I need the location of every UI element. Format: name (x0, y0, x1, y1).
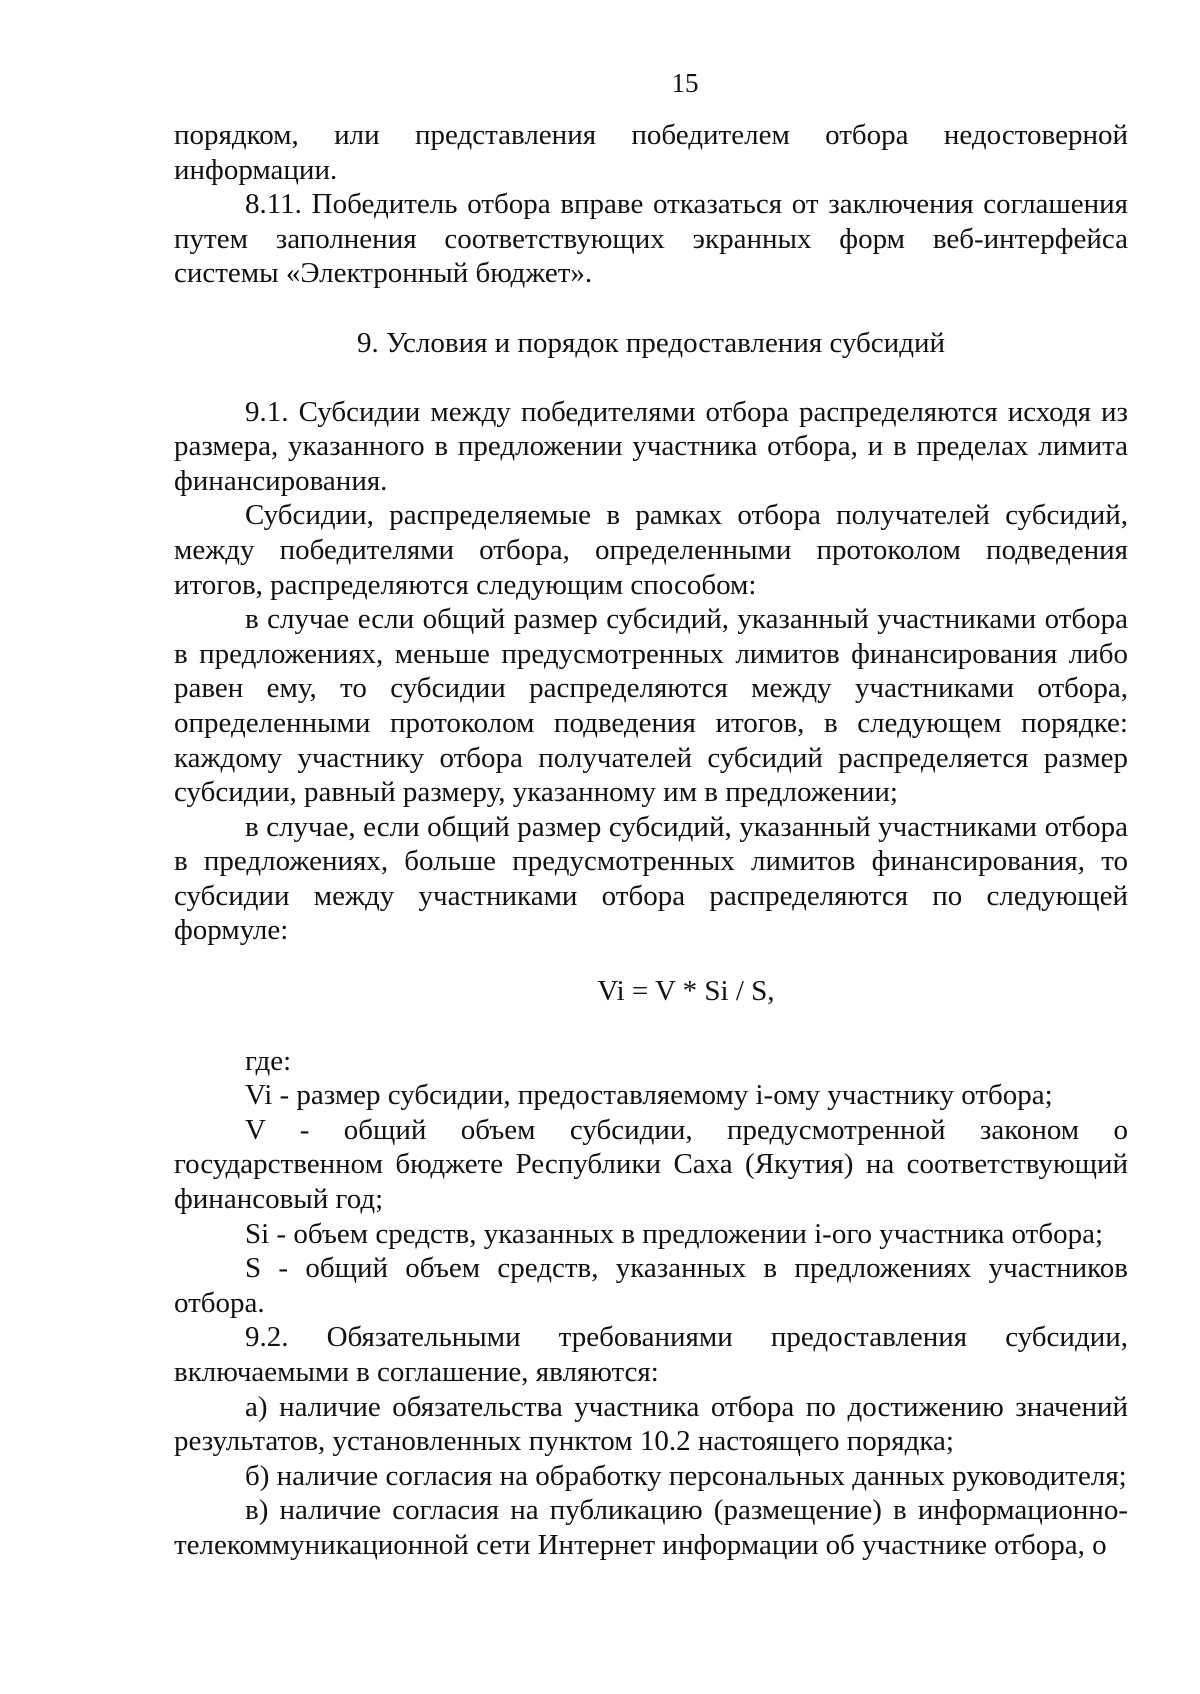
formula-def-v: V - общий объем субсидии, предусмотренной законом о государственном бюджете Республики Саха (Якутия) на соответствующий финансовый год; (174, 1113, 1128, 1216)
paragraph-continuation: порядком, или представления победителем отбора недостоверной информации. (174, 119, 1128, 186)
list-item-a: а) наличие обязательства участника отбора по достижению значений результатов, установленных пунктом 10.2 настоящего порядка; (174, 1390, 1128, 1458)
formula-def-vi: Vi - размер субсидии, предоставляемому i-ому участнику отбора; (245, 1079, 1053, 1112)
list-item-b: б) наличие согласия на обработку персональных данных руководителя; (245, 1459, 1127, 1492)
page-number: 15 (671, 68, 699, 98)
list-item-v: в) наличие согласия на публикацию (размещение) в информационно-телекоммуникационной сети Интернет информации об участнике отбора, о (174, 1494, 1128, 1561)
paragraph-case-less: в случае если общий размер субсидий, указанный участниками отбора в предложениях, меньше предусмотренных лимитов финансирования либо равен ему, то субсидии распределяются между участниками отбора, определенными протоколом подведения итогов, в следующем порядке: каждому участнику отбора получателей субсидий распределяется размер субсидии, равный размеру, указанному им в предложении; (174, 603, 1128, 809)
formula: Vi = V * Si / S, (597, 975, 775, 1008)
paragraph-case-more: в случае, если общий размер субсидий, указанный участниками отбора в предложениях, больше предусмотренных лимитов финансирования, то субсидии между участниками отбора распределяются по следующей формуле: (174, 810, 1128, 947)
section-heading-9: 9. Условия и порядок предоставления субсидий (356, 326, 945, 359)
paragraph-9-1: 9.1. Субсидии между победителями отбора распределяются исходя из размера, указанного в предложении участника отбора, и в пределах лимита финансирования. (174, 395, 1128, 497)
paragraph-8-11: 8.11. Победитель отбора вправе отказаться от заключения соглашения путем заполнения соответствующих экранных форм веб-интерфейса системы «Электронный бюджет». (174, 188, 1128, 290)
paragraph-9-2: 9.2. Обязательными требованиями предоставления субсидии, включаемыми в соглашение, являются: (174, 1321, 1128, 1388)
formula-def-s: S - общий объем средств, указанных в предложениях участников отбора. (174, 1252, 1128, 1319)
paragraph-distribution-method: Субсидии, распределяемые в рамках отбора получателей субсидий, между победителями отбора, определенными протоколом подведения итогов, распределяются следующим способом: (174, 499, 1128, 601)
formula-def-si: Si - объем средств, указанных в предложении i-ого участника отбора; (245, 1217, 1104, 1250)
formula-where: где: (245, 1044, 292, 1077)
document-body (174, 118, 1128, 1563)
